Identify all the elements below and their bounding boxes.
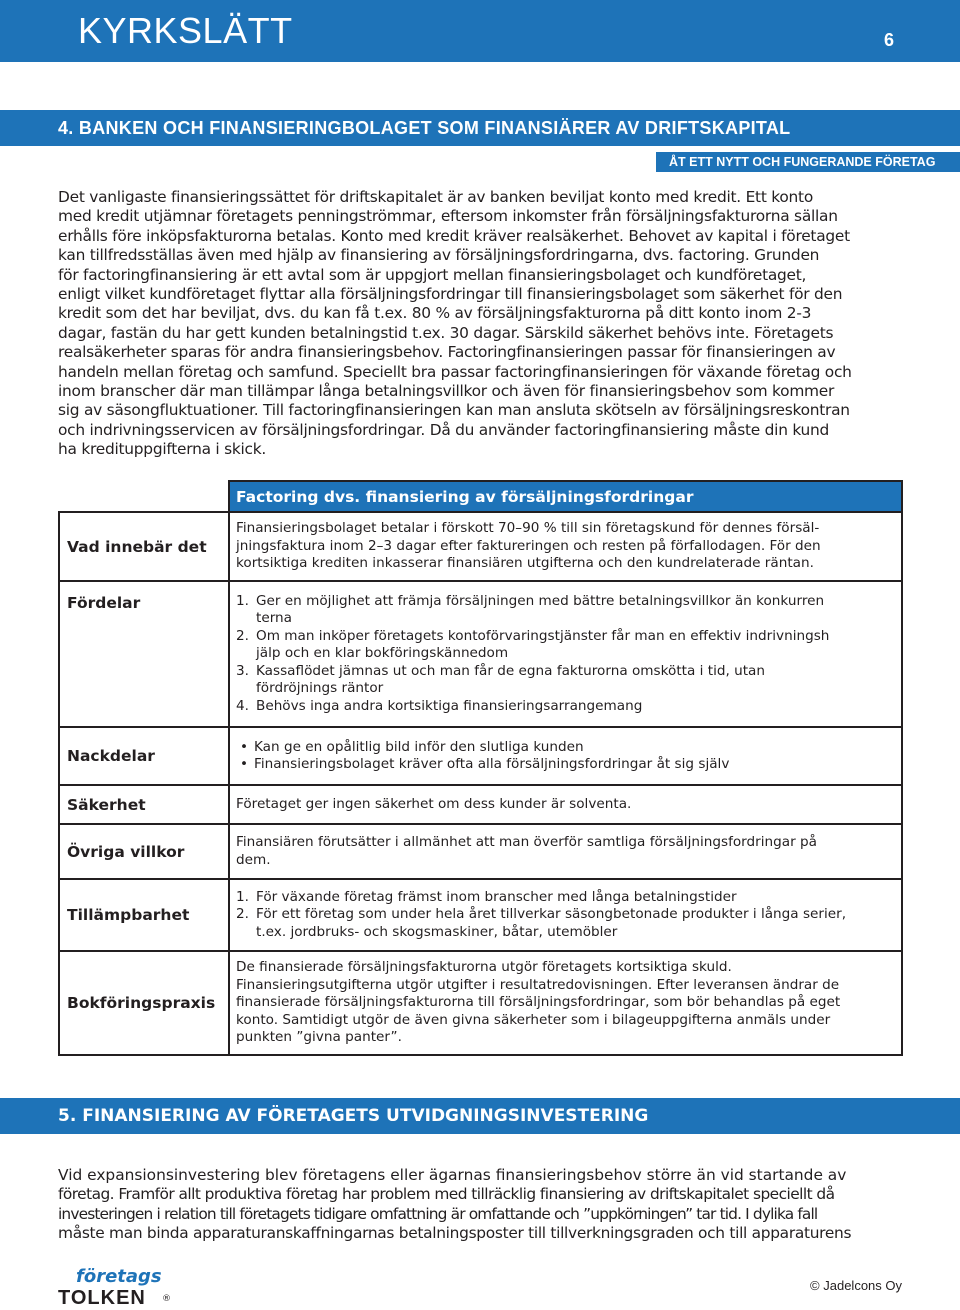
section-5-heading-bar bbox=[0, 1098, 960, 1134]
paragraph-line: handeln mellan företag och samfund. Speciellt bra passar factoringfinansieringen för växande företag och bbox=[58, 362, 852, 381]
paragraph-line: dagar, fastän du har gett kunden betalningstid t.ex. 30 dagar. Särskild säkerhet behövs inte. Företagets bbox=[58, 323, 834, 342]
logo-text-top: företags bbox=[76, 1266, 162, 1287]
factoring-table bbox=[58, 480, 903, 1056]
table-row-nackdelar bbox=[59, 727, 902, 785]
row-label: Övriga villkor bbox=[59, 824, 229, 879]
paragraph-line: ha kredituppgifterna i skick. bbox=[58, 440, 267, 459]
section-5-paragraph bbox=[58, 1166, 904, 1244]
copyright: © Jadelcons Oy bbox=[810, 1278, 902, 1293]
row-value bbox=[229, 879, 902, 951]
table-row-sakerhet bbox=[59, 785, 902, 824]
logo-text-bottom: TOLKEN bbox=[58, 1287, 146, 1309]
row-label: Vad innebär det bbox=[59, 512, 229, 581]
list-item: 1. För växande företag främst inom branscher med långa betalningstider bbox=[236, 888, 737, 905]
paragraph-line: inom branscher där man tillämpar långa betalningsvillkor och även för finansieringsbehov som kommer bbox=[58, 382, 835, 401]
page-number: 6 bbox=[883, 30, 894, 50]
row-value: Finansiären förutsätter i allmänhet att man överför samtliga försäljningsfordringar på dem. bbox=[229, 824, 902, 879]
row-value bbox=[229, 581, 902, 727]
table-row-ovriga bbox=[59, 824, 902, 879]
paragraph-line: erhålls före inköpsfakturorna betalas. Konto med kredit kräver realsäkerhet. Behovet av kapital i företaget bbox=[58, 226, 850, 245]
row-label: Nackdelar bbox=[59, 727, 229, 785]
registered-mark: ® bbox=[162, 1294, 171, 1304]
paragraph-line: investeringen i relation till företagets tidigare omfattning är omfattande och ”uppkörningen” tar tid. I dylika fall bbox=[58, 1204, 818, 1223]
paragraph-line: kan tillfredsställas även med hjälp av finansiering av försäljningsfordringarna, dvs. factoring. Grunden bbox=[58, 246, 820, 265]
paragraph-line: enligt vilket kundföretaget flyttar alla försäljningsfordringar till finansieringsbolaget som säkerhet för den bbox=[58, 285, 843, 304]
table-heading: Factoring dvs. finansiering av försäljningsfordringar bbox=[229, 481, 902, 512]
paragraph-line: kredit som det har beviljat, dvs. du kan få t.ex. 80 % av försäljningsfakturorna på ditt konto inom 2-3 bbox=[58, 304, 812, 323]
foretagstolken-logo bbox=[58, 1268, 176, 1308]
row-value: Finansieringsbolaget betalar i förskott 70–90 % till sin företagskund för dennes försäl- jningsfaktura inom 2–3 dagar efter faktureringen och resten på förfallodagen. För den kortsiktiga krediten inkasserar finansiären utgifterna och den kundrelaterade räntan. bbox=[229, 512, 902, 581]
paragraph-line: och indrivningsservicen av försäljningsfordringar. Då du använder factoringfinansiering måste din kund bbox=[58, 420, 830, 439]
row-value: Företaget ger ingen säkerhet om dess kunder är solventa. bbox=[229, 785, 902, 824]
list-item: • Finansieringsbolaget kräver ofta alla försäljningsfordringar åt sig själv bbox=[240, 756, 730, 772]
list-item: 2. För ett företag som under hela året tillverkar säsongbetonade produkter i långa serier, t.ex. jordbruks- och skogsmaskiner, båtar, utemöbler bbox=[236, 906, 847, 940]
table-row-bokforing bbox=[59, 951, 902, 1055]
paragraph-line: måste man binda apparaturanskaffningarnas betalningsposter till tillverkningsgraden och till apparaturens bbox=[58, 1224, 852, 1243]
section-4-heading: 4. BANKEN OCH FINANSIERINGBOLAGET SOM FINANSIÄRER AV DRIFTSKAPITAL bbox=[58, 118, 791, 138]
subtitle-tag: ÅT ETT NYTT OCH FUNGERANDE FÖRETAG bbox=[656, 152, 960, 172]
list-item: 1. Ger en möjlighet att främja försäljningen med bättre betalningsvillkor än konkurren terna bbox=[236, 593, 825, 627]
table-row-vad bbox=[59, 512, 902, 581]
row-value bbox=[229, 727, 902, 785]
row-label: Tillämpbarhet bbox=[59, 879, 229, 951]
section-5-heading: 5. FINANSIERING AV FÖRETAGETS UTVIDGNINGSINVESTERING bbox=[58, 1106, 649, 1126]
paragraph-line: realsäkerheter sparas för andra finansieringsbehov. Factoringfinansieringen passar för finansieringen av bbox=[58, 343, 836, 362]
paragraph-line: för factoringfinansiering är ett avtal som är uppgjort mellan finansieringsbolaget och kundföretaget, bbox=[58, 265, 807, 284]
header-band bbox=[0, 0, 960, 62]
list-item: • Kan ge en opålitlig bild inför den slutliga kunden bbox=[240, 738, 584, 755]
table-row-fordelar bbox=[59, 581, 902, 727]
paragraph-line: företag. Framför allt produktiva företag har problem med tillräcklig finansiering av driftskapitalet speciellt då bbox=[58, 1185, 835, 1204]
list-item: 3. Kassaflödet jämnas ut och man får de egna fakturorna omskötta i tid, utan fördröjnings räntor bbox=[236, 662, 766, 697]
municipality-title: KYRKSLÄTT bbox=[78, 10, 293, 51]
row-value: De finansierade försäljningsfakturorna utgör företagets kortsiktiga skuld. Finansieringsutgifterna utgör utgifter i resultatredovisningen. Efter leveransen ändrar de finansierade försäljningsfakturorna till försäljningsfordringar, som bör behandlas på eget konto. Samtidigt utgör de även givna säkerheter som i bilageuppgifterna anmäls under punkten ”givna panter”. bbox=[229, 951, 902, 1055]
section-4-heading-bar bbox=[0, 110, 960, 146]
row-label: Fördelar bbox=[59, 581, 229, 727]
table-row-tillampbarhet bbox=[59, 879, 902, 951]
section-4-paragraph bbox=[58, 188, 904, 460]
paragraph-line: med kredit utjämnar företagets penningströmmar, eftersom inkomster från försäljningsfakturorna sällan bbox=[58, 207, 838, 226]
list-item: 2. Om man inköper företagets kontoförvaringstjänster får man en effektiv indrivningsh jälp och en klar bokföringskännedom bbox=[236, 627, 830, 662]
paragraph-line: Vid expansionsinvestering blev företagens eller ägarnas finansieringsbehov större än vid startande av bbox=[58, 1166, 847, 1184]
row-label: Säkerhet bbox=[59, 785, 229, 824]
paragraph-line: sig av säsongfluktuationer. Till factoringfinansieringen kan man ansluta skötseln av försäljningsreskontran bbox=[58, 401, 850, 420]
list-item: 4. Behövs inga andra kortsiktiga finansieringsarrangemang bbox=[236, 697, 643, 714]
row-label: Bokföringspraxis bbox=[59, 951, 229, 1055]
paragraph-line: Det vanligaste finansieringssättet för driftskapitalet är av banken beviljat konto med kredit. Ett konto bbox=[58, 188, 814, 206]
